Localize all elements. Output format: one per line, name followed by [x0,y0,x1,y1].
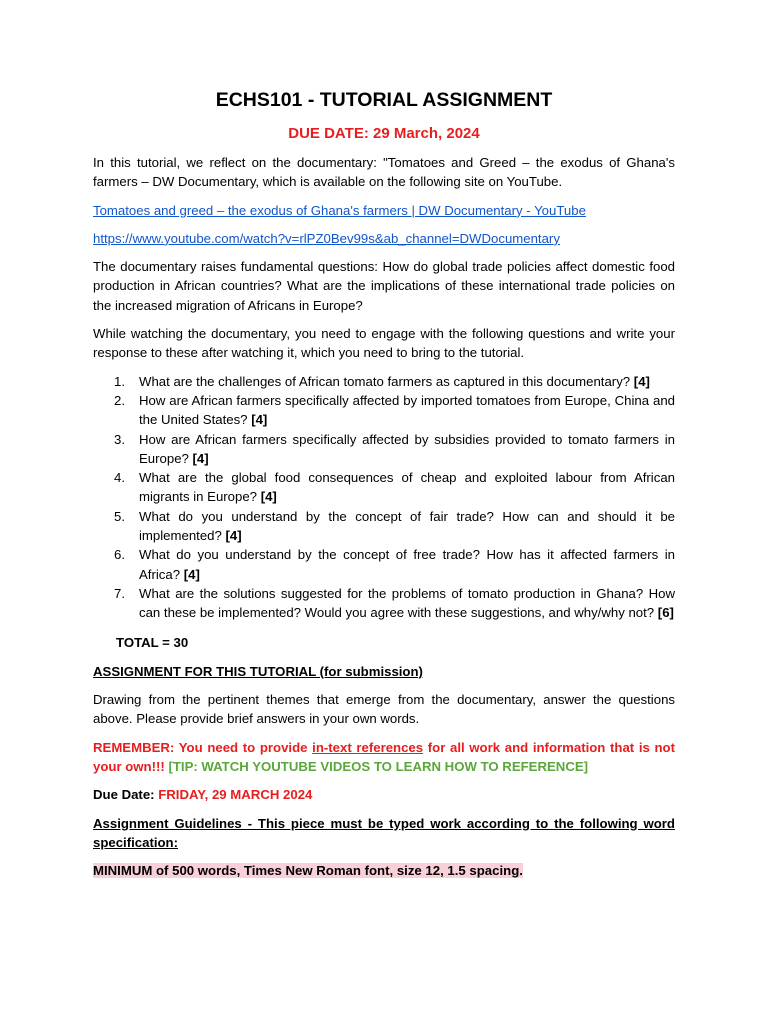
question-text: How are African farmers specifically affected by imported tomatoes from Europe, China and the United States? [139,392,675,428]
list-item [93,391,675,430]
list-number: 5. [114,508,125,524]
question-marks: [4] [633,373,650,389]
list-item [93,584,675,623]
due-date-label: Due Date: [93,787,159,803]
questions-paragraph: The documentary raises fundamental questions: How do global trade policies affect domestic food production in African countries? What are the implications of these international trade policies on the increased migration of Africans in Europe? [93,259,675,313]
specification-line [93,861,675,880]
list-number: 3. [114,431,125,447]
remember-paragraph [93,738,675,777]
question-text: What are the solutions suggested for the problems of tomato production in Ghana? How can these be implemented? Would you agree with these suggestions, and why/why not? [139,585,675,621]
watching-paragraph: While watching the documentary, you need to engage with the following questions and write your response to these after watching it, which you need to bring to the tutorial. [93,326,675,361]
list-number: 1. [114,373,125,389]
intro-paragraph: In this tutorial, we reflect on the documentary: "Tomatoes and Greed – the exodus of Ghana's farmers – DW Documentary, which is available on the following site on YouTube. [93,155,675,190]
tip-text: [TIP: WATCH YOUTUBE VIDEOS TO LEARN HOW TO REFERENCE] [164,759,589,775]
due-date-value: FRIDAY, 29 MARCH 2024 [158,787,313,803]
question-marks: [6] [657,605,674,621]
question-text: What are the global food consequences of cheap and exploited labour from African migrants in Europe? [139,470,675,505]
list-number: 7. [114,585,125,601]
list-number: 4. [114,470,125,486]
youtube-url-link[interactable]: https://www.youtube.com/watch?v=rlPZ0Bev99s&ab_channel=DWDocumentary [93,230,560,246]
question-text: How are African farmers specifically affected by subsidies provided to tomato farmers in Europe? [139,431,675,466]
question-text: What are the challenges of African tomato farmers as captured in this documentary? [139,373,631,389]
remember-text: REMEMBER: You need to provide [93,739,313,755]
list-number: 2. [114,392,125,408]
list-item [93,372,675,391]
specification-text: MINIMUM of 500 words, Times New Roman font, size 12, 1.5 spacing. [93,863,523,879]
in-text-references-text: in-text references [312,739,424,755]
list-item [93,545,675,584]
due-date-line [93,785,675,804]
question-marks: [4] [251,412,268,428]
documentary-title-link[interactable]: Tomatoes and greed – the exodus of Ghana's farmers | DW Documentary - YouTube [93,202,586,218]
list-item [93,430,675,469]
page-title: ECHS101 - TUTORIAL ASSIGNMENT [215,89,553,111]
question-text: What do you understand by the concept of fair trade? How can and should it be implemented? [139,508,675,544]
total-marks: TOTAL = 30 [116,634,189,650]
list-number: 6. [114,547,125,563]
question-marks: [4] [260,489,277,505]
assignment-heading: ASSIGNMENT FOR THIS TUTORIAL (for submission) [93,663,423,679]
list-item [93,507,675,546]
remember-text-end: for all work and information that is not your own!!! [93,739,675,775]
questions-list [93,372,675,623]
question-text: What do you understand by the concept of free trade? How has it affected farmers in Africa? [139,547,675,582]
guidelines-heading: Assignment Guidelines - This piece must be typed work according to the following word specification: [93,815,675,850]
assignment-paragraph: Drawing from the pertinent themes that emerge from the documentary, answer the questions above. Please provide brief answers in your own words. [93,692,675,727]
due-date-heading: DUE DATE: 29 March, 2024 [288,125,480,142]
question-marks: [4] [225,528,242,544]
question-marks: [4] [192,450,209,466]
list-item [93,468,675,507]
question-marks: [4] [183,566,200,582]
